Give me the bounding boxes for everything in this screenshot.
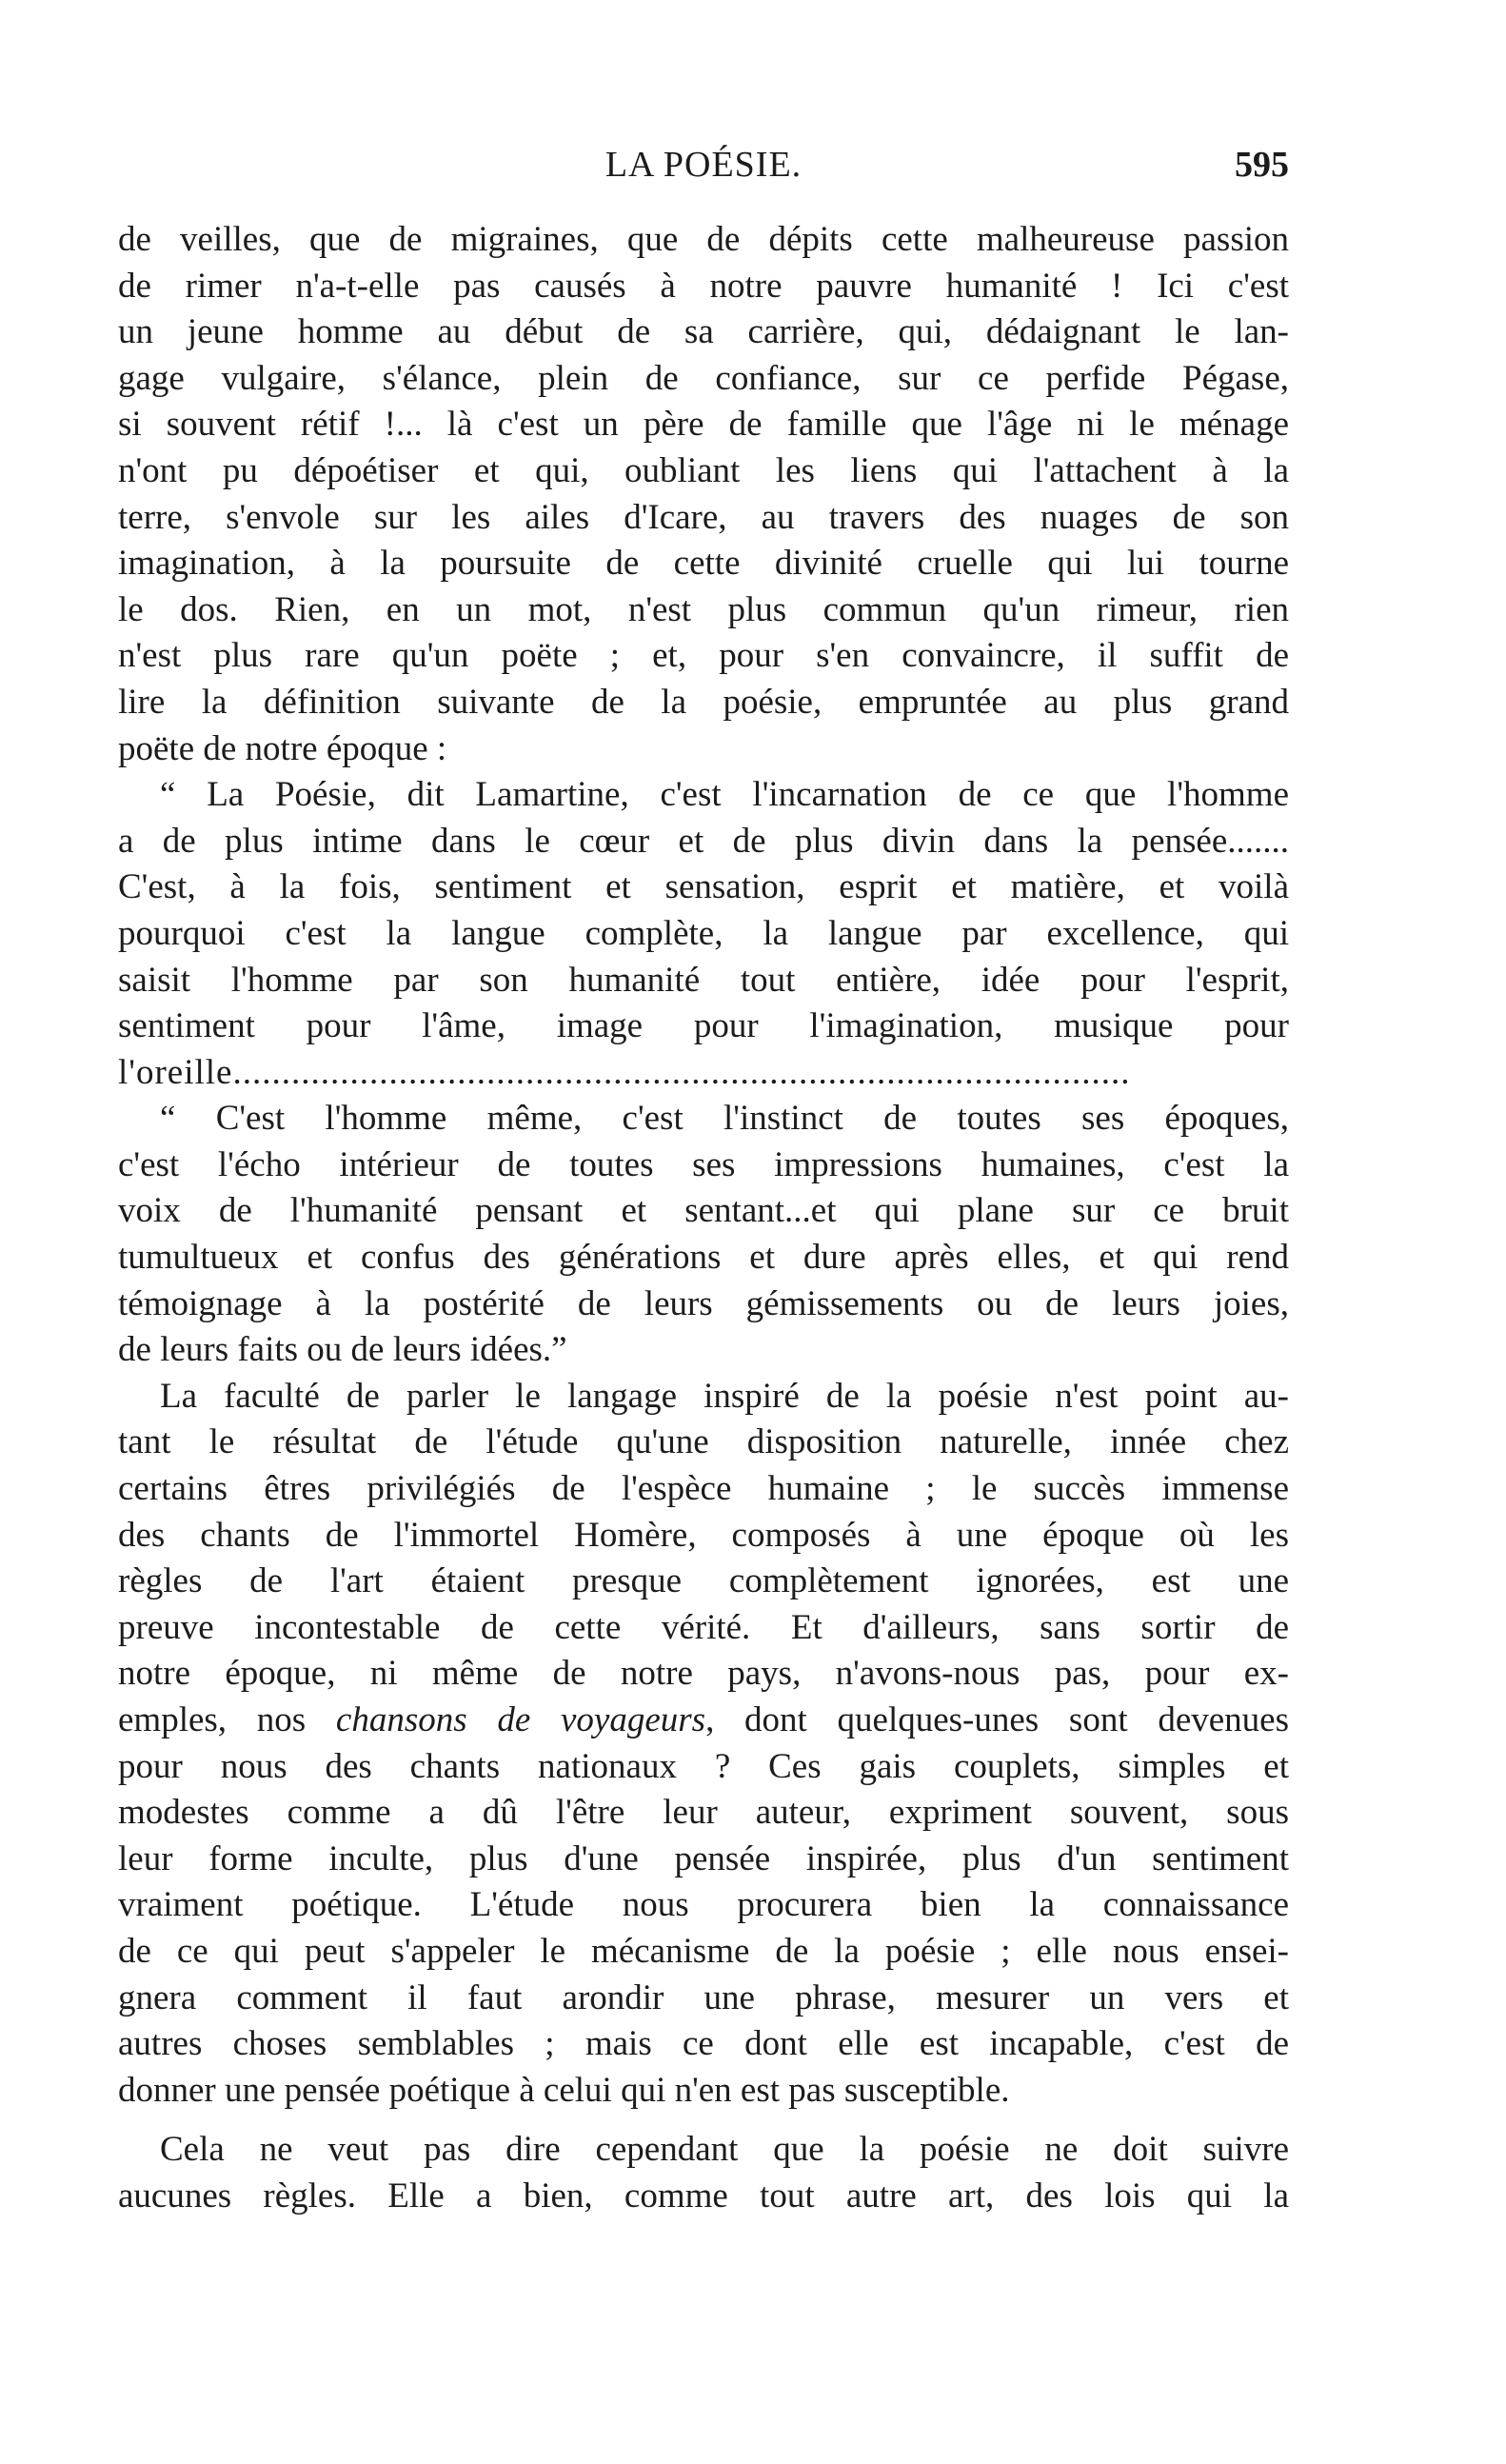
text-line: un jeune homme au début de sa carrière, qui, dédaignant le lan- [118,312,1289,352]
text-line: gnera comment il faut arondir une phrase, mesurer un vers et [118,1977,1289,2017]
text-line: donner une pensée poétique à celui qui n'en est pas susceptible. [118,2070,1010,2110]
text-line: voix de l'humanité pensant et sentant...et qui plane sur ce bruit [118,1191,1289,1231]
text-line: pourquoi c'est la langue complète, la langue par excellence, qui [118,913,1289,953]
text-line: poëte de notre époque : [118,728,447,768]
text-line: c'est l'écho intérieur de toutes ses impressions humaines, c'est la [118,1144,1289,1184]
text-line: imagination, à la poursuite de cette divinité cruelle qui lui tourne [118,544,1289,584]
quote-paragraph [118,1096,1289,1374]
text-line: de veilles, que de migraines, que de dépits cette malheureuse passion [118,220,1289,259]
text-line: leur forme inculte, plus d'une pensée inspirée, plus d'un sentiment [118,1838,1289,1878]
text-line: de leurs faits ou de leurs idées.” [118,1330,567,1370]
text-line: terre, s'envole sur les ailes d'Icare, au travers des nuages de son [118,497,1289,537]
text-line: modestes comme a dû l'être leur auteur, expriment souvent, sous [118,1793,1289,1833]
text-line: preuve incontestable de cette vérité. Et d'ailleurs, sans sortir de [118,1607,1289,1647]
quote-paragraph [118,772,1289,1096]
running-title: LA POÉSIE. [604,145,803,185]
text-line: gage vulgaire, s'élance, plein de confiance, sur ce perfide Pégase, [118,358,1289,398]
text-line: règles de l'art étaient presque complètement ignorées, est une [118,1561,1289,1601]
text-line: tant le résultat de l'étude qu'une disposition naturelle, innée chez [118,1422,1289,1462]
paragraph [118,1374,1289,2115]
text-line: C'est, à la fois, sentiment et sensation, esprit et matière, et voilà [118,867,1289,907]
text-line: La faculté de parler le langage inspiré de la poésie n'est point au- [160,1376,1289,1416]
page-body [118,217,1289,2220]
text-line: lire la définition suivante de la poésie, empruntée au plus grand [118,682,1289,722]
page-number: 595 [1235,145,1289,185]
text-line: tumultueux et confus des générations et dure après elles, et qui rend [118,1238,1289,1278]
text-line: aucunes règles. Elle a bien, comme tout autre art, des lois qui la [118,2176,1289,2216]
text-line: saisit l'homme par son humanité tout entière, idée pour l'esprit, [118,960,1289,1000]
text-line: certains êtres privilégiés de l'espèce humaine ; le succès immense [118,1469,1289,1509]
text-line: vraiment poétique. L'étude nous procurera bien la connaissance [118,1885,1289,1925]
italic-title: chansons de voyageurs [335,1700,706,1739]
text-line: de rimer n'a-t-elle pas causés à notre pauvre humanité ! Ici c'est [118,266,1289,306]
text-line: témoignage à la postérité de leurs gémissements ou de leurs joies, [118,1283,1289,1323]
text-line: a de plus intime dans le cœur et de plus divin dans la pensée....... [118,821,1289,861]
text-line: emples, nos chansons de voyageurs, dont quelques-unes sont devenues [118,1700,1289,1739]
text-line: si souvent rétif !... là c'est un père de famille que l'âge ni le ménage [118,405,1289,445]
paragraph-gap [118,2114,1289,2127]
text-line: notre époque, ni même de notre pays, n'avons-nous pas, pour ex- [118,1654,1289,1694]
text-line: l'oreille............................................................................................ [118,1052,1131,1092]
text-line: pour nous des chants nationaux ? Ces gais couplets, simples et [118,1746,1289,1786]
text-line: autres choses semblables ; mais ce dont elle est incapable, c'est de [118,2024,1289,2064]
paragraph [118,2127,1289,2219]
page-header [118,141,1289,189]
text-line: le dos. Rien, en un mot, n'est plus commun qu'un rimeur, rien [118,589,1289,629]
text-line: sentiment pour l'âme, image pour l'imagination, musique pour [118,1006,1289,1046]
text-line: des chants de l'immortel Homère, composés à une époque où les [118,1515,1289,1555]
text-line: n'ont pu dépoétiser et qui, oubliant les liens qui l'attachent à la [118,450,1289,490]
text-line: Cela ne veut pas dire cependant que la poésie ne doit suivre [160,2130,1289,2170]
text-line: “ La Poésie, dit Lamartine, c'est l'incarnation de ce que l'homme [160,775,1289,815]
paragraph [118,217,1289,772]
text-line: n'est plus rare qu'un poëte ; et, pour s'en convaincre, il suffit de [118,636,1289,676]
text-line: “ C'est l'homme même, c'est l'instinct de toutes ses époques, [160,1099,1289,1139]
text-line: de ce qui peut s'appeler le mécanisme de la poésie ; elle nous ensei- [118,1931,1289,1971]
